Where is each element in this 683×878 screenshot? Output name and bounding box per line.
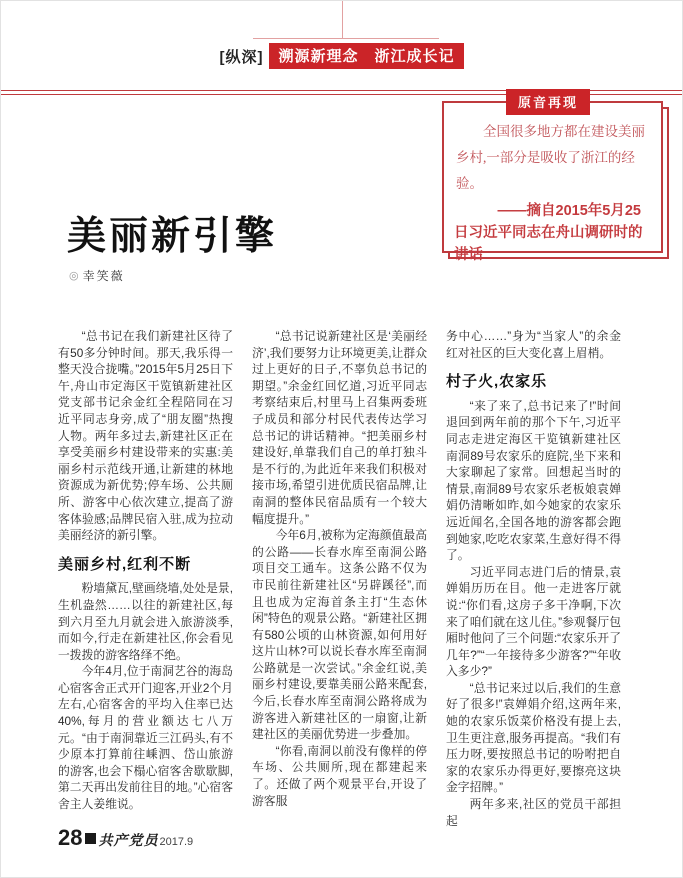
page-footer [58, 825, 193, 851]
issue-date: 2017.9 [159, 836, 194, 848]
quote-box [442, 95, 663, 263]
body-paragraph: “总书记来过以后,我们的生意好了很多!”袁婵娟介绍,这两年来,她的农家乐饭菜价格没有提上去,卫生更注意,服务再提高。“我们有压力呀,要按照总书记的吩咐把自家的农家乐办得更好,要擦亮这块金字招牌。” [446, 680, 621, 795]
quote-box-tab: 原音再现 [506, 89, 590, 115]
header-underline-rule [253, 38, 439, 39]
body-paragraph: 两年多来,社区的党员干部担起 [446, 797, 621, 828]
body-paragraph: 今年4月,位于南洞艺谷的海岛心宿客舍正式开门迎客,开业2个月左右,心宿客舍的平均入住率已达40%,每月的营业额达七八万元。“由于南洞靠近三江码头,有不少原本打算前往嵊泗、岱山旅游的游客,也会下榻心宿客舍歇歇脚,第二天再出发前往目的地。”心宿客舍主人姜维说。 [58, 664, 233, 812]
body-column-3 [446, 328, 621, 831]
article-body [58, 328, 621, 831]
body-paragraph: “你看,南洞以前没有像样的停车场、公共厕所,现在都建起来了。还做了两个观景平台,开设了游客服 [252, 743, 427, 808]
body-paragraph: 粉墙黛瓦,壁画绕墙,处处是景,生机盎然……以往的新建社区,每到六月至九月就会进入旅游淡季,而如今,行走在新建社区,你会看见一拨拨的游客络绎不绝。 [58, 581, 233, 662]
quote-attribution: ——摘自2015年5月25日习近平同志在舟山调研时的讲话 [454, 203, 643, 263]
quote-text: 全国很多地方都在建设美丽乡村,一部分是吸收了浙江的经验。 [456, 124, 645, 191]
body-paragraph: 今年6月,被称为定海颜值最高的公路——长春水库至南洞公路项目交工通车。这条公路不仅为市民前往新建社区“另辟蹊径”,而且也成为定海首条主打“生态休闲”特色的观景公路。“新建社区拥有580公顷的山林资源,如何用好这片山林?可以说长春水库至南洞公路就是一次尝试。”余金红说,美丽乡村建设,要靠美丽公路来配套,今后,长春水库至南洞公路将成为游客进入新建社区的一扇窗,让新建社区的美丽优势进一步叠加。 [252, 528, 427, 742]
body-paragraph: “总书记在我们新建社区待了有50多分钟时间。那天,我乐得一整天没合拢嘴。”2015年5月25日下午,舟山市定海区干览镇新建社区党支部书记余金红全程陪同在习近平同志身旁,成了“朋友圈”热搜人物。两年多过去,新建社区正在享受美丽乡村建设带来的实惠:美丽乡村示范线开通,让新建的林地资源成为新优势;停车场、公共厕所、游客中心依次建立,提高了游客体验感;品牌民宿入驻,成为拉动美丽经济的新引擎。 [58, 329, 233, 543]
kicker-bracket-label: [纵深] [219, 48, 264, 66]
magazine-name: 共产党员 [98, 834, 159, 849]
body-paragraph: 习近平同志进门后的情景,袁婵娟历历在目。他一走进客厅就说:“你们看,这房子多干净啊,下次来了咱们就在这儿住。”参观餐厅包厢时他问了三个问题:“农家乐开了几年?”“一年接待多少游客?”“年收入多少?” [446, 564, 621, 679]
author-name: 幸笑薇 [82, 269, 125, 283]
page-number: 28 [58, 825, 83, 850]
header-vertical-rule [342, 1, 343, 38]
section-heading: 美丽乡村,红利不断 [58, 555, 192, 573]
body-column-1 [58, 328, 233, 831]
body-paragraph: “来了来了,总书记来了!”时间退回到两年前的那个下午,习近平同志走进定海区干览镇新建社区南洞89号农家乐的庭院,坐下来和大家聊起了家常。回想起当时的情景,南洞89号农家乐老板娘袁婵娟仍清晰如昨,如今她家的农家乐远近闻名,全国各地的游客都会跑到她家,吃吃农家菜,生意好得不得了。 [446, 398, 621, 563]
body-column-2 [252, 328, 427, 831]
author-mark-icon: ◎ [69, 270, 79, 282]
section-heading: 村子火,农家乐 [446, 373, 548, 391]
kicker-banner-label: 溯源新理念 浙江成长记 [269, 43, 463, 69]
body-paragraph: “总书记说新建社区是‘美丽经济’,我们要努力让环境更美,让群众过上更好的日子,不辜负总书记的期望。”余金红回忆道,习近平同志考察结束后,村里马上召集两委班子成员和部分村民代表传达学习总书记的讲话精神。“把美丽乡村建设好,单靠我们自己的单打独斗是不行的,为此近年来我们积极对接市场,希望引进优质民宿品牌,让南洞的整体民宿品质有一个较大幅度提升。” [252, 329, 427, 526]
section-kicker [1, 43, 682, 69]
article-title: 美丽新引擎 [67, 215, 278, 258]
byline [69, 267, 125, 284]
magazine-logo-icon [85, 833, 96, 844]
body-paragraph: 务中心……”身为“当家人”的余金红对社区的巨大变化喜上眉梢。 [446, 329, 621, 360]
